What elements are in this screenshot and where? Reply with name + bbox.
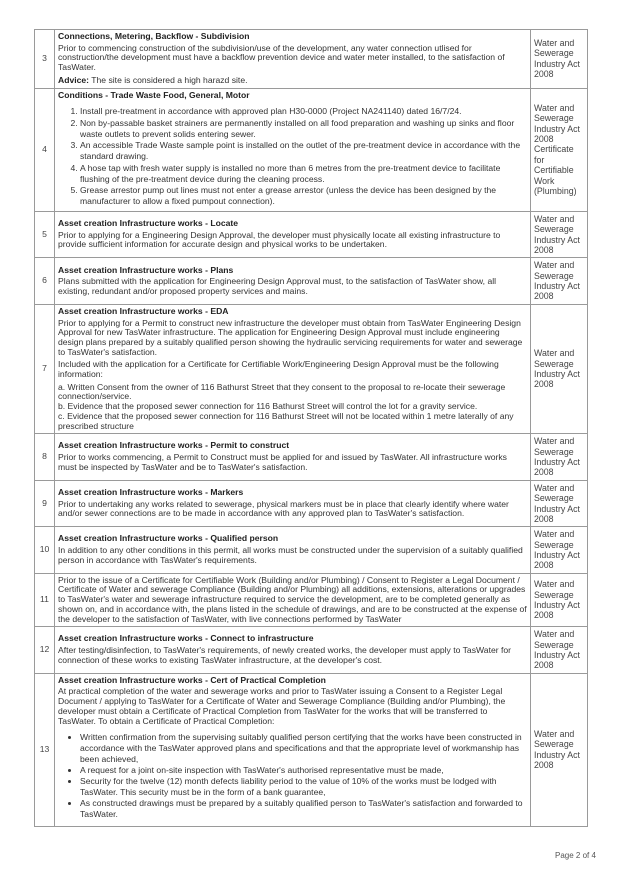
condition-subitem: c. Evidence that the proposed sewer connection for 116 Bathurst Street will not be located within 1 metre laterally of any prescribed structure bbox=[58, 410, 514, 431]
table-row bbox=[35, 480, 588, 527]
condition-number: 5 bbox=[35, 211, 55, 258]
condition-body bbox=[55, 30, 531, 89]
condition-number: 13 bbox=[35, 673, 55, 826]
condition-body bbox=[55, 434, 531, 481]
condition-text: Prior to commencing construction of the subdivision/use of the development, any water connection utlised for construction/the development must have a backflow prevention device and water meter installed, to the satisfaction of TasWater. bbox=[58, 42, 505, 73]
page-number: Page 2 of 4 bbox=[555, 851, 596, 860]
condition-text: Prior to undertaking any works related to sewerage, physical markers must be in place that clearly identify where water and/or sewer connections are to be made in accordance with any approved plan to TasWater's satisfaction. bbox=[58, 498, 509, 519]
list-item: • A request for a joint on-site inspection with TasWater's authorised representative must be made, bbox=[80, 765, 527, 776]
condition-subitem: b. Evidence that the proposed sewer connection for 116 Bathurst Street will control the lot for a gravity service. bbox=[58, 401, 478, 412]
condition-subitem: a. Written Consent from the owner of 116 Bathurst Street that they consent to the proposal to re-locate their sewerage connection/service. bbox=[58, 381, 506, 402]
condition-number: 10 bbox=[35, 527, 55, 574]
table-row bbox=[35, 88, 588, 211]
condition-text: In addition to any other conditions in this permit, all works must be constructed under the supervision of a suitably qualified person in accordance with TasWater's requirements. bbox=[58, 545, 523, 565]
condition-body bbox=[55, 573, 531, 627]
table-row bbox=[35, 211, 588, 258]
condition-title: Connections, Metering, Backflow - Subdivision bbox=[58, 31, 250, 41]
condition-title: Asset creation Infrastructure works - Qualified person bbox=[58, 533, 279, 544]
table-row bbox=[35, 30, 588, 89]
condition-body bbox=[55, 527, 531, 574]
condition-number: 8 bbox=[35, 434, 55, 481]
condition-reference: Water and Sewerage Industry Act 2008 bbox=[531, 258, 588, 305]
condition-body bbox=[55, 258, 531, 305]
table-row bbox=[35, 527, 588, 574]
condition-reference: Water and Sewerage Industry Act 2008 bbox=[531, 527, 588, 574]
list-item: • As constructed drawings must be prepared by a suitably qualified person to TasWater's satisfaction and forwarded to TasWater. bbox=[80, 798, 527, 820]
condition-text: At practical completion of the water and sewerage works and prior to TasWater issuing a Consent to a Register Legal Document / applying to TasWater for a Certificate of Water and Sewerage Compliance (Building and/or Plumbing), the developer must obtain a Certificate of Practical Completion from TasWater for the works that will be transferred to TasWater. To obtain a Certificate of Practical Completion: bbox=[58, 686, 506, 726]
condition-reference: Water and Sewerage Industry Act 2008 bbox=[531, 480, 588, 527]
list-item: 2. Non by-passable basket strainers are permanently installed on all food preparation and washing up sinks and floor waste outlets to prevent solids entering sewer. bbox=[80, 118, 527, 139]
condition-text: Plans submitted with the application for Engineering Design Approval must, to the satisfaction of TasWater show, all existing, redundant and/or proposed property services and mains. bbox=[58, 276, 497, 296]
list-item: • Security for the twelve (12) month defects liability period to the value of 10% of the works must be lodged with TasWater. This security must be in the form of a bank guarantee, bbox=[80, 776, 527, 798]
condition-text: Prior to works commencing, a Permit to Construct must be applied for and issued by TasWater. All infrastructure works must be inspected by TasWater and be to TasWater's satisfaction. bbox=[58, 452, 507, 472]
condition-text: Included with the application for a Certificate for Certifiable Work/Engineering Design Approval must be the following information: bbox=[58, 359, 499, 380]
condition-title: Asset creation Infrastructure works - Markers bbox=[58, 486, 244, 497]
list-item: 3. An accessible Trade Waste sample point is installed on the outlet of the pre-treatment device in accordance with the standard drawing. bbox=[80, 140, 527, 161]
condition-text: After testing/disinfection, to TasWater's requirements, of newly created works, the developer must apply to TasWater for connection of these works to existing TasWater infrastructure, at the developer's cost. bbox=[58, 645, 512, 665]
condition-text: Prior to applying for a Permit to construct new infrastructure the developer must obtain from TasWater Engineering Design Approval for new TasWater infrastructure. The application for Engineering Design Approval must include engineering design plans prepared by a suitably qualified person showing the hydraulic servicing requirements for water and sewerage to TasWater's satisfaction. bbox=[58, 317, 523, 357]
advice-label: Advice: bbox=[58, 74, 90, 85]
advice-text: The site is considered a high harazd site. bbox=[89, 74, 248, 85]
condition-title: Asset creation Infrastructure works - Cert of Practical Completion bbox=[58, 674, 326, 685]
condition-text: Prior to the issue of a Certificate for Certifiable Work (Building and/or Plumbing) / Consent to Register a Legal Document / Certificate of Water and sewerage Compliance (Building and/or Plumbing) all additions, extensions, alterations or upgrades to TasWater's water and sewerage infrastructure required to service the development, are to be completed generally as shown on, and in accordance with, the plans listed in the schedule of drawings, and are to be constructed at the expense of the developer to the satisfaction of TasWater, with live connections performed by TasWater bbox=[58, 574, 527, 624]
condition-title: Asset creation Infrastructure works - Locate bbox=[58, 218, 239, 229]
condition-number: 3 bbox=[35, 30, 55, 89]
condition-title: Asset creation Infrastructure works - Connect to infrastructure bbox=[58, 633, 314, 644]
condition-title: Asset creation Infrastructure works - EDA bbox=[58, 305, 229, 316]
condition-body bbox=[55, 304, 531, 433]
condition-number: 7 bbox=[35, 304, 55, 433]
condition-title: Asset creation Infrastructure works - Permit to construct bbox=[58, 440, 290, 451]
condition-title: Conditions - Trade Waste Food, General, Motor bbox=[58, 89, 250, 100]
list-item: 5. Grease arrestor pump out lines must not enter a grease arrestor (unless the device has been designed by the manufacturer to allow a fixed pumpout connection). bbox=[80, 185, 527, 206]
list-item: • Written confirmation from the supervising suitably qualified person certifying that the works have been constructed in accordance with the TasWater approved plans and specifications and that the appropriate level of workmanship has been achieved, bbox=[80, 732, 527, 765]
condition-body bbox=[55, 211, 531, 258]
condition-advice bbox=[58, 76, 527, 86]
condition-text: Prior to applying for a Engineering Design Approval, the developer must physically locate all existing infrastructure to provide sufficient information for accurate design and physical works to be undertaken. bbox=[58, 229, 501, 250]
condition-reference: Water and Sewerage Industry Act 2008 bbox=[531, 30, 588, 89]
table-row bbox=[35, 304, 588, 433]
condition-bullet-list bbox=[58, 732, 527, 819]
condition-number: 12 bbox=[35, 627, 55, 674]
table-row bbox=[35, 573, 588, 627]
condition-reference: Water and Sewerage Industry Act 2008 bbox=[531, 211, 588, 258]
condition-reference: Water and Sewerage Industry Act 2008 bbox=[531, 304, 588, 433]
condition-body bbox=[55, 627, 531, 674]
list-item: 1. Install pre-treatment in accordance with approved plan H30-0000 (Project NA241140) dated 16/7/24. bbox=[80, 106, 527, 117]
condition-body bbox=[55, 480, 531, 527]
condition-steps-list bbox=[58, 106, 527, 207]
list-item: 4. A hose tap with fresh water supply is installed no more than 6 metres from the pre-treatment device to facilitate flushing of the pre-treatment device during the cleaning process. bbox=[80, 163, 527, 184]
condition-reference: Water and Sewerage Industry Act 2008 bbox=[531, 573, 588, 627]
condition-number: 6 bbox=[35, 258, 55, 305]
condition-reference: Water and Sewerage Industry Act 2008 Certificate for Certifiable Work (Plumbing) bbox=[531, 88, 588, 211]
condition-number: 4 bbox=[35, 88, 55, 211]
condition-number: 9 bbox=[35, 480, 55, 527]
condition-body bbox=[55, 673, 531, 826]
condition-number: 11 bbox=[35, 573, 55, 627]
condition-body bbox=[55, 88, 531, 211]
table-row bbox=[35, 434, 588, 481]
table-row bbox=[35, 673, 588, 826]
condition-reference: Water and Sewerage Industry Act 2008 bbox=[531, 673, 588, 826]
condition-reference: Water and Sewerage Industry Act 2008 bbox=[531, 434, 588, 481]
condition-title: Asset creation Infrastructure works - Plans bbox=[58, 264, 234, 275]
conditions-table bbox=[34, 29, 588, 827]
table-row bbox=[35, 258, 588, 305]
table-row bbox=[35, 627, 588, 674]
condition-reference: Water and Sewerage Industry Act 2008 bbox=[531, 627, 588, 674]
